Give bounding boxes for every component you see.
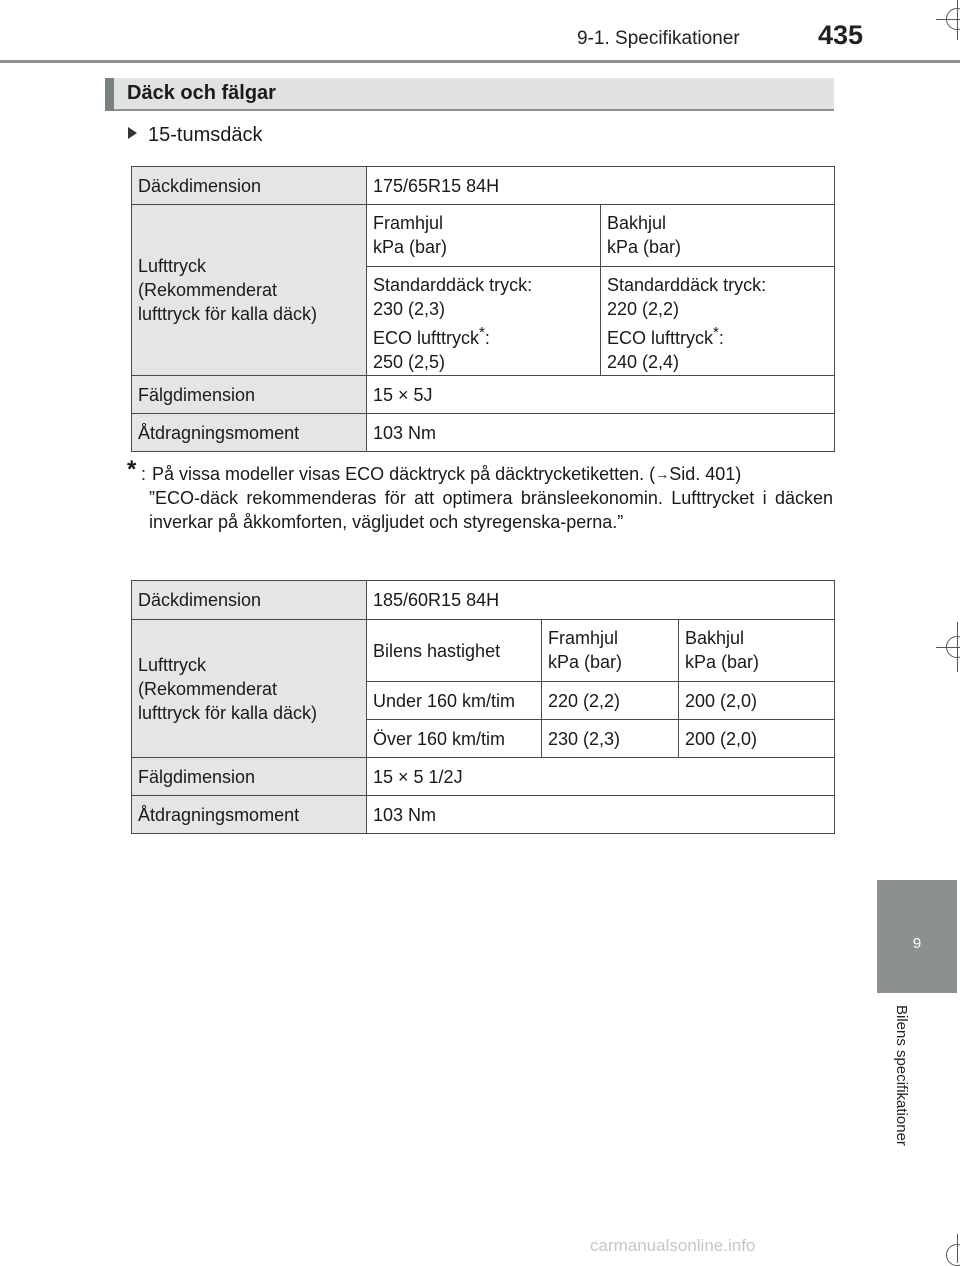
front-pressure-values: Standarddäck tryck: 230 (2,3) ECO lufttryck*: 250 (2,5) bbox=[367, 267, 601, 376]
section-title-accent bbox=[105, 78, 114, 111]
vehicle-speed-header: Bilens hastighet bbox=[367, 620, 542, 682]
tire-dimension-value: 185/60R15 84H bbox=[367, 581, 835, 620]
tire-dimension-value: 175/65R15 84H bbox=[367, 167, 835, 205]
footnote-quote: ”ECO-däck rekommenderas för att optimera bränsleekonomin. Lufttrycket i däcken inverkar på åkkomforten, vägljudet och styregenska-perna.” bbox=[149, 488, 833, 532]
page-number: 435 bbox=[818, 20, 864, 50]
crop-mark-line bbox=[957, 0, 958, 40]
rim-dimension-label: Fälgdimension bbox=[132, 376, 367, 414]
pressure-label: Lufttryck (Rekommenderat lufttryck för kalla däck) bbox=[132, 620, 367, 758]
footnote-text: På vissa modeller visas ECO däcktryck på däcktrycketiketten. ( bbox=[152, 464, 656, 484]
crop-mark-line bbox=[957, 1234, 958, 1263]
torque-value: 103 Nm bbox=[367, 796, 835, 834]
header-rule bbox=[0, 60, 960, 63]
page-reference-link[interactable]: Sid. 401) bbox=[669, 464, 742, 484]
speed-value: Över 160 km/tim bbox=[367, 720, 542, 758]
rear-pressure-value: 200 (2,0) bbox=[679, 720, 835, 758]
tire-dimension-label: Däckdimension bbox=[132, 167, 367, 205]
footnote-marker: * bbox=[713, 324, 719, 341]
section-header: 9-1. Specifikationer bbox=[577, 28, 740, 49]
watermark: carmanualsonline.info bbox=[590, 1236, 756, 1255]
arrow-right-icon: → bbox=[655, 466, 670, 482]
torque-value: 103 Nm bbox=[367, 414, 835, 452]
rear-pressure-value: 200 (2,0) bbox=[679, 682, 835, 720]
subheading-text: 15-tumsdäck bbox=[148, 124, 263, 146]
tire-spec-table-1 bbox=[131, 166, 835, 452]
subheading bbox=[128, 124, 263, 147]
tire-spec-table-2 bbox=[131, 580, 835, 834]
footnote-marker: * bbox=[479, 324, 485, 341]
torque-label: Åtdragningsmoment bbox=[132, 414, 367, 452]
front-pressure-value: 230 (2,3) bbox=[542, 720, 679, 758]
chapter-label: Bilens specifikationer bbox=[893, 1005, 910, 1146]
chapter-number: 9 bbox=[912, 935, 922, 952]
torque-label: Åtdragningsmoment bbox=[132, 796, 367, 834]
speed-value: Under 160 km/tim bbox=[367, 682, 542, 720]
crop-mark-line bbox=[957, 622, 958, 672]
footnote-star: * bbox=[127, 456, 137, 483]
triangle-bullet-icon bbox=[128, 127, 137, 139]
section-title: Däck och fälgar bbox=[127, 82, 276, 104]
rim-dimension-value: 15 × 5 1/2J bbox=[367, 758, 835, 796]
rim-dimension-value: 15 × 5J bbox=[367, 376, 835, 414]
rear-wheel-header: Bakhjul kPa (bar) bbox=[601, 205, 835, 267]
tire-dimension-label: Däckdimension bbox=[132, 581, 367, 620]
front-wheel-header: Framhjul kPa (bar) bbox=[367, 205, 601, 267]
rear-pressure-values: Standarddäck tryck: 220 (2,2) ECO lufttryck*: 240 (2,4) bbox=[601, 267, 835, 376]
rear-wheel-header: Bakhjul kPa (bar) bbox=[679, 620, 835, 682]
rim-dimension-label: Fälgdimension bbox=[132, 758, 367, 796]
front-pressure-value: 220 (2,2) bbox=[542, 682, 679, 720]
front-wheel-header: Framhjul kPa (bar) bbox=[542, 620, 679, 682]
footnote: * : På vissa modeller visas ECO däcktryck på däcktrycketiketten. (→Sid. 401) ”ECO-däck rekommenderas för att optimera bränsleekonomin. Lufttrycket i däcken inverkar på åkkomforten, vägljudet och styregenska-perna.” bbox=[127, 456, 833, 532]
pressure-label: Lufttryck (Rekommenderat lufttryck för kalla däck) bbox=[132, 205, 367, 376]
